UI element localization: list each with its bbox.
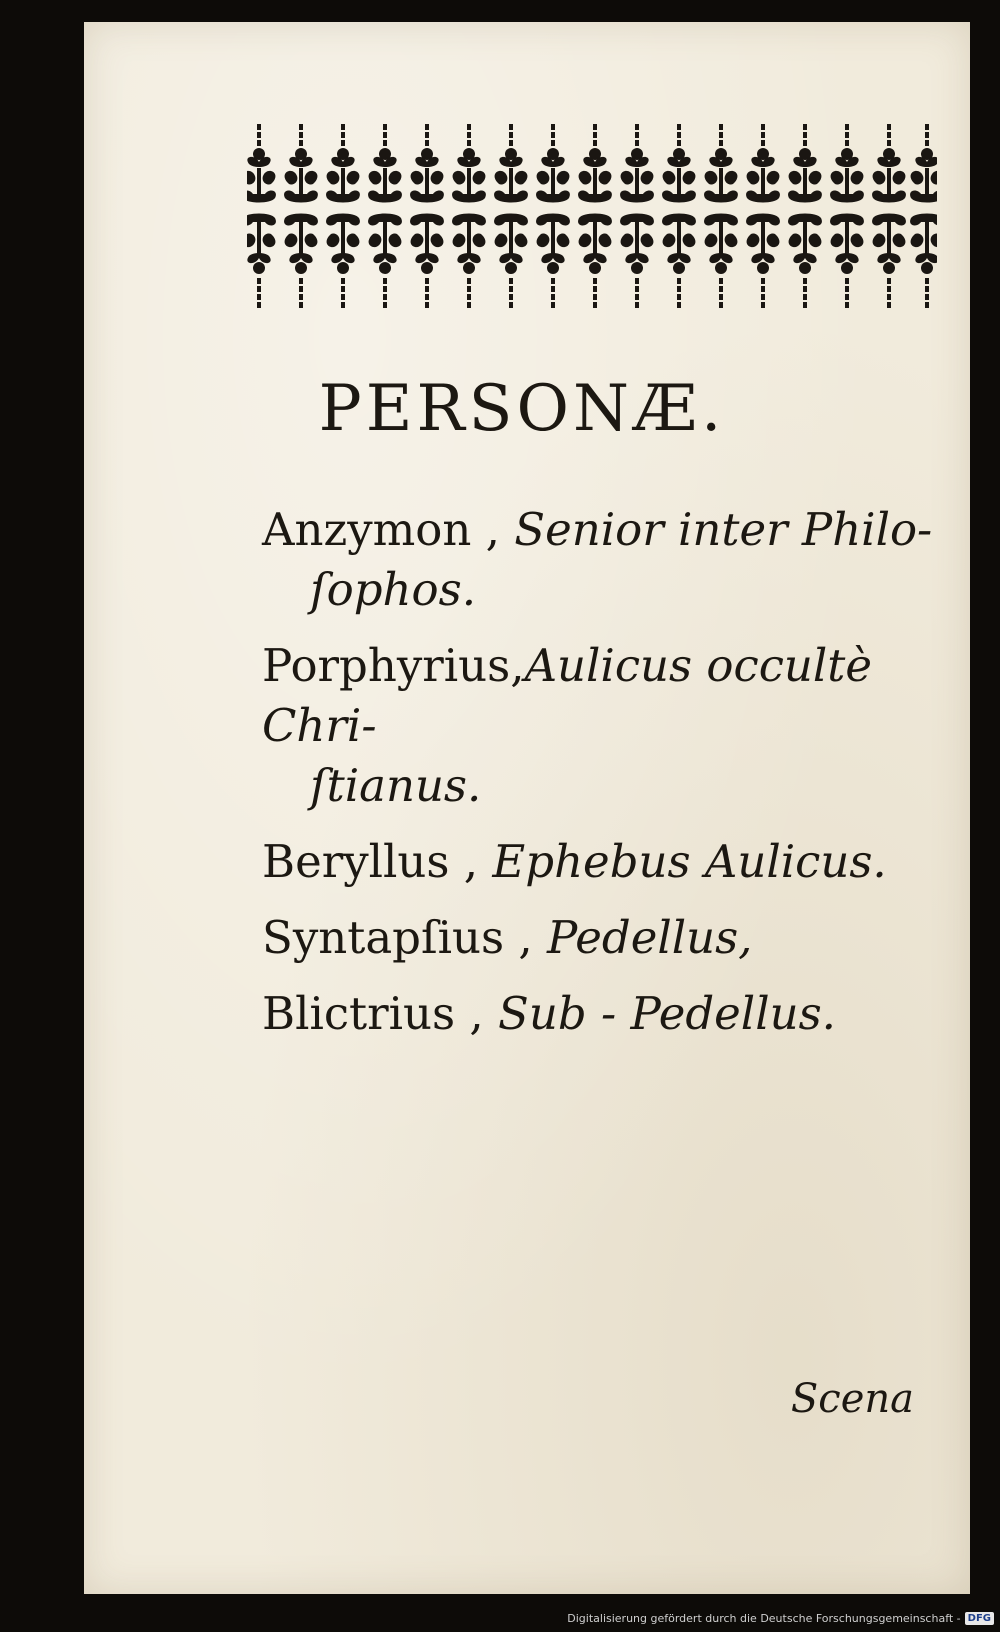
character-name: Beryllus bbox=[262, 835, 450, 888]
list-item bbox=[262, 908, 962, 968]
character-description: Sub - Pedellus. bbox=[498, 987, 836, 1040]
separator: , bbox=[449, 835, 493, 888]
dfg-logo-icon: DFG bbox=[965, 1612, 994, 1625]
separator: , bbox=[504, 911, 547, 964]
character-description: Ephebus Aulicus. bbox=[492, 835, 887, 888]
character-description: Pedellus, bbox=[547, 911, 753, 964]
description-continuation: ſtianus. bbox=[310, 759, 482, 812]
character-name: Syntapſius bbox=[262, 911, 505, 964]
fleuron-band-icon bbox=[247, 122, 937, 308]
list-item bbox=[262, 500, 962, 620]
description-continuation: ſophos. bbox=[310, 563, 477, 616]
dramatis-personae-list bbox=[262, 500, 962, 1060]
character-name: Anzymon bbox=[262, 503, 472, 556]
catchword: Scena bbox=[790, 1376, 914, 1422]
digitization-credit bbox=[567, 1608, 994, 1628]
separator: , bbox=[455, 987, 499, 1040]
character-description: Aulicus occultè Chri- bbox=[262, 639, 872, 752]
list-item bbox=[262, 984, 962, 1044]
credit-text: Digitalisierung gefördert durch die Deutsche Forschungsgemeinschaft - bbox=[567, 1611, 961, 1625]
list-item bbox=[262, 636, 962, 816]
character-name: Blictrius bbox=[262, 987, 456, 1040]
character-name: Porphyrius, bbox=[262, 639, 525, 692]
separator: , bbox=[471, 503, 515, 556]
page-title: PERSONÆ. bbox=[318, 372, 726, 446]
character-description: Senior inter Philo- bbox=[514, 503, 933, 556]
list-item bbox=[262, 832, 962, 892]
